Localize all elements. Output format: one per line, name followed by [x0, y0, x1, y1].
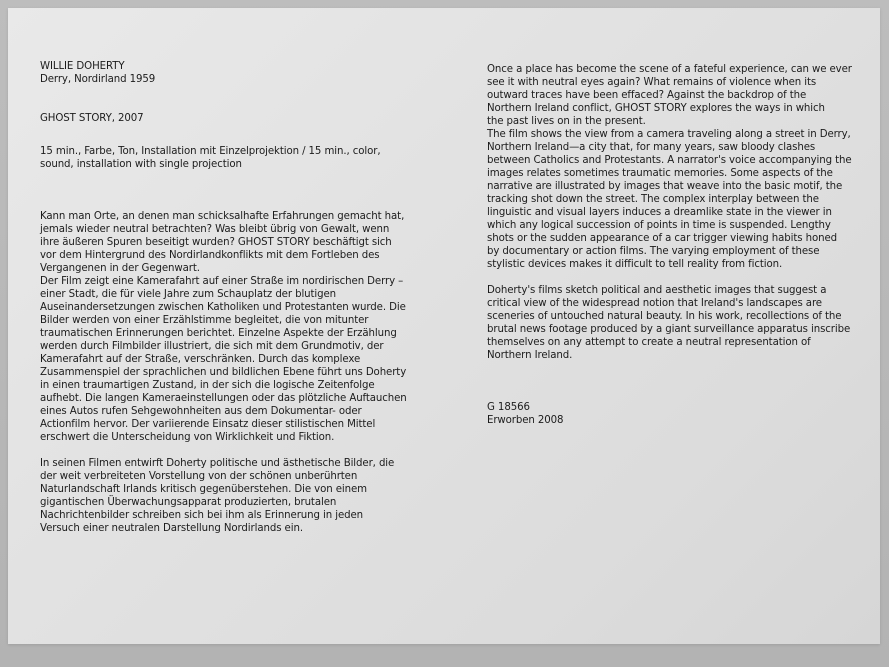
text-line: In seinen Filmen entwirft Doherty politische und ästhetische Bilder, die [40, 458, 395, 469]
text-line: sceneries of untouched natural beauty. In his work, recollections of the [487, 311, 842, 322]
specs-line: 15 min., Farbe, Ton, Installation mit Einzelprojektion / 15 min., color, [40, 146, 381, 157]
text-line: themselves on any attempt to create a neutral representation of [487, 337, 811, 348]
acquisition-note: Erworben 2008 [487, 415, 564, 426]
text-line: der weit verbreiteten Vorstellung von der schönen unberührten [40, 471, 358, 482]
text-line: Doherty's films sketch political and aesthetic images that suggest a [487, 285, 827, 296]
text-line: which any logical succession of points in time is suspended. Lengthy [487, 220, 831, 231]
text-line: Vergangenen in der Gegenwart. [40, 263, 200, 274]
artist-origin: Derry, Nordirland 1959 [40, 74, 156, 85]
text-line: jemals wieder neutral betrachten? Was bleibt übrig von Gewalt, wenn [40, 224, 390, 235]
specs-line: sound, installation with single projection [40, 159, 242, 170]
text-line: linguistic and visual layers induces a dreamlike state in the viewer in [487, 207, 832, 218]
text-line: Zusammenspiel der sprachlichen und bildlichen Ebene führt uns Doherty [40, 367, 407, 378]
text-line: Actionfilm hervor. Der variierende Einsatz dieser stilistischen Mittel [40, 419, 376, 430]
text-line: traumatischen Erinnerungen berichtet. Einzelne Aspekte der Erzählung [40, 328, 397, 339]
artwork-specs [40, 145, 410, 171]
text-line: shots or the sudden appearance of a car trigger viewing habits honed [487, 233, 838, 244]
text-line: see it with neutral eyes again? What remains of violence when its [487, 77, 817, 88]
text-line: eines Autos rufen Sehgewohnheiten aus dem Dokumentar- oder [40, 406, 362, 417]
text-line: the past lives on in the present. [487, 116, 646, 127]
text-line: Bilder werden von einer Erzählstimme begleitet, die von mitunter [40, 315, 369, 326]
text-line: Northern Ireland. [487, 350, 573, 361]
text-line: aufhebt. Die langen Kameraeinstellungen oder das plötzliche Auftauchen [40, 393, 407, 404]
text-line: Naturlandschaft Irlands kritisch gegenüberstehen. Die von einem [40, 484, 367, 495]
text-line: vor dem Hintergrund des Nordirlandkonflikts mit dem Fortleben des [40, 250, 380, 261]
inventory-number: G 18566 [487, 402, 530, 413]
text-line: gigantischen Überwachungsapparat produzierten, brutalen [40, 497, 337, 508]
text-line: Northern Ireland—a city that, for many years, saw bloody clashes [487, 142, 816, 153]
german-description-paragraph [40, 210, 410, 444]
text-line: narrative are illustrated by images that weave into the basic motif, the [487, 181, 843, 192]
text-line: tracking shot down the street. The complex interplay between the [487, 194, 819, 205]
german-context-paragraph [40, 457, 410, 535]
text-line: Nachrichtenbilder schreiben sich bei ihm als Erinnerung in jeden [40, 510, 364, 521]
text-line: erschwert die Unterscheidung von Wirklichkeit und Fiktion. [40, 432, 335, 443]
text-line: Der Film zeigt eine Kamerafahrt auf einer Straße im nordirischen Derry – [40, 276, 404, 287]
artwork-title: GHOST STORY, 2007 [40, 113, 144, 124]
text-line: by documentary or action films. The varying employment of these [487, 246, 820, 257]
english-description-paragraph [487, 63, 853, 271]
artist-name: WILLIE DOHERTY [40, 61, 125, 72]
text-line: outward traces have been effaced? Against the backdrop of the [487, 90, 807, 101]
text-line: Once a place has become the scene of a fateful experience, can we ever [487, 64, 852, 75]
text-line: Versuch einer neutralen Darstellung Nordirlands ein. [40, 523, 303, 534]
text-line: The film shows the view from a camera traveling along a street in Derry, [487, 129, 851, 140]
text-line: Kann man Orte, an denen man schicksalhafte Erfahrungen gemacht hat, [40, 211, 405, 222]
text-line: werden durch Filmbilder illustriert, die sich mit dem Grundmotiv, der [40, 341, 384, 352]
english-context-paragraph [487, 284, 853, 362]
text-line: einer Stadt, die für viele Jahre zum Schauplatz der blutigen [40, 289, 337, 300]
text-line: brutal news footage produced by a giant surveillance apparatus inscribe [487, 324, 851, 335]
german-text-column [40, 60, 410, 535]
text-line: Kamerafahrt auf der Straße, verschränken. Durch das komplexe [40, 354, 361, 365]
text-line: images relates sometimes traumatic memories. Some aspects of the [487, 168, 833, 179]
english-text-column [487, 63, 853, 427]
text-line: Auseinandersetzungen zwischen Katholiken und Protestanten wurde. Die [40, 302, 406, 313]
text-line: Northern Ireland conflict, GHOST STORY explores the ways in which [487, 103, 825, 114]
text-line: ihre äußeren Spuren beseitigt wurden? GHOST STORY beschäftigt sich [40, 237, 392, 248]
text-line: in einen traumartigen Zustand, in der sich die logische Zeitenfolge [40, 380, 375, 391]
text-line: between Catholics and Protestants. A narrator's voice accompanying the [487, 155, 852, 166]
text-line: critical view of the widespread notion that Ireland's landscapes are [487, 298, 822, 309]
text-line: stylistic devices makes it difficult to tell reality from fiction. [487, 259, 783, 270]
